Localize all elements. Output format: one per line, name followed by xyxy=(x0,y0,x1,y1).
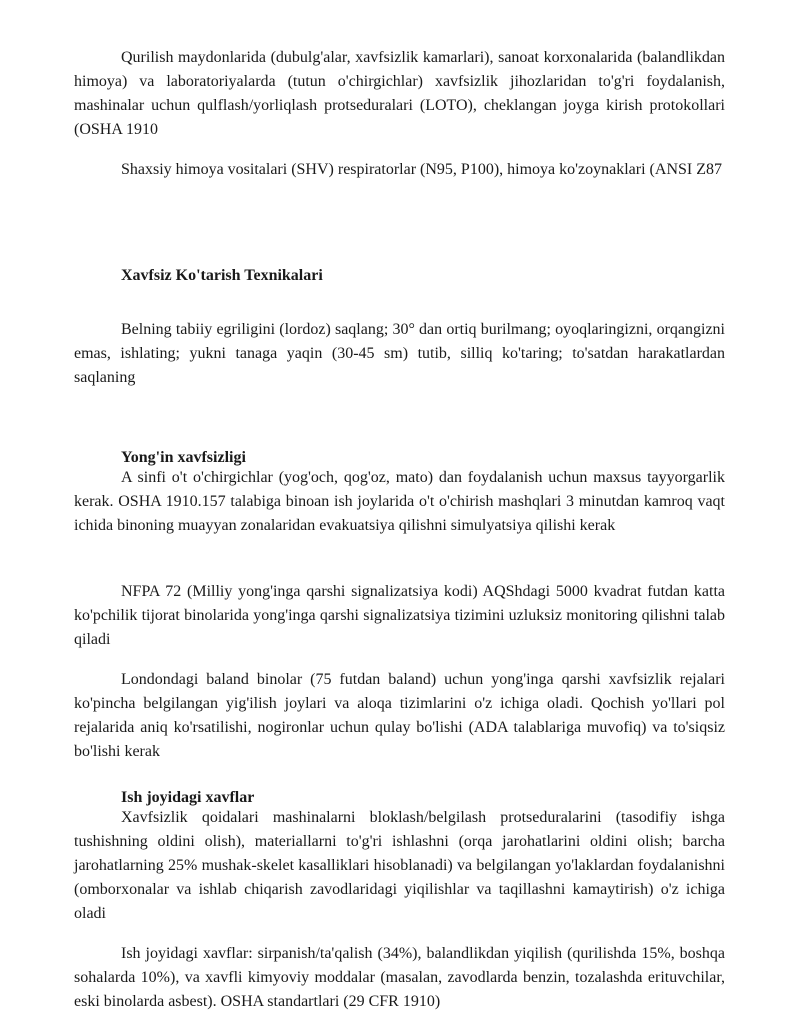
heading-safe-lifting: Xavfsiz Ko'tarish Texnikalari xyxy=(121,267,323,284)
heading-fire-safety: Yong'in xavfsizligi xyxy=(121,449,246,466)
paragraph-safety-equipment: Qurilish maydonlarida (dubulg'alar, xavfsizlik kamarlari), sanoat korxonalarida (balandlikdan himoya) va laboratoriyalarda (tutun o'chirgichlar) xavfsizlik jihozlaridan to'g'ri foydalanish, mashinalar uchun qulflash/yorliqlash protseduralari (LOTO), cheklangan joyga kirish protokollari (OSHA 1910 xyxy=(74,49,725,138)
paragraph-fire-extinguishers: A sinfi o't o'chirgichlar (yog'och, qog'oz, mato) dan foydalanish uchun maxsus tayyorgarlik kerak. OSHA 1910.157 talabiga binoan ish joylarida o't o'chirish mashqlari 3 minutdan kamroq vaqt ichida binoning muayyan zonalaridan evakuatsiya qilishni simulyatsiya qilishi kerak xyxy=(74,469,725,534)
paragraph-london-buildings: Londondagi baland binolar (75 futdan baland) uchun yong'inga qarshi xavfsizlik rejalari ko'pincha belgilangan yig'ilish joylari va aloqa tizimlarini o'z ichiga oladi. Qochish yo'llari pol rejalarida aniq ko'rsatilishi, nogironlar uchun qulay bo'lishi (ADA talablariga muvofiq) va to'siqsiz bo'lishi kerak xyxy=(74,671,725,760)
paragraph-lifting-technique: Belning tabiiy egriligini (lordoz) saqlang; 30° dan ortiq burilmang; oyoqlaringizni, orqangizni emas, ishlating; yukni tanaga yaqin (30-45 sm) tutib, silliq ko'taring; to'satdan harakatlardan saqlaning xyxy=(74,321,725,386)
paragraph-hazard-stats: Ish joyidagi xavflar: sirpanish/ta'qalish (34%), balandlikdan yiqilish (qurilishda 15%, boshqa sohalarda 10%), va xavfli kimyoviy moddalar (masalan, zavodlarda benzin, tozalashda erituvchilar, eski binolarda asbest). OSHA standartlari (29 CFR 1910) xyxy=(74,945,725,1010)
paragraph-safety-rules: Xavfsizlik qoidalari mashinalarni bloklash/belgilash protseduralarini (tasodifiy ishga tushishning oldini olish), materiallarni to'g'ri ishlashni (orqa jarohatlarini oldini olish; barcha jarohatlarning 25% mushak-skelet kasalliklari hisoblanadi) va belgilangan yo'laklardan foydalanishni (omborxonalar va ishlab chiqarish zavodlaridagi yiqilishlar va taqillashni kamaytirish) o'z ichiga oladi xyxy=(74,809,725,922)
heading-workplace-hazards: Ish joyidagi xavflar xyxy=(121,789,255,806)
paragraph-ppe: Shaxsiy himoya vositalari (SHV) respiratorlar (N95, P100), himoya ko'zoynaklari (ANSI Z87 xyxy=(121,161,722,178)
paragraph-nfpa-72: NFPA 72 (Milliy yong'inga qarshi signalizatsiya kodi) AQShdagi 5000 kvadrat futdan katta ko'pchilik tijorat binolarida yong'inga qarshi signalizatsiya tizimini uzluksiz monitoring qilishni talab qiladi xyxy=(74,583,725,648)
